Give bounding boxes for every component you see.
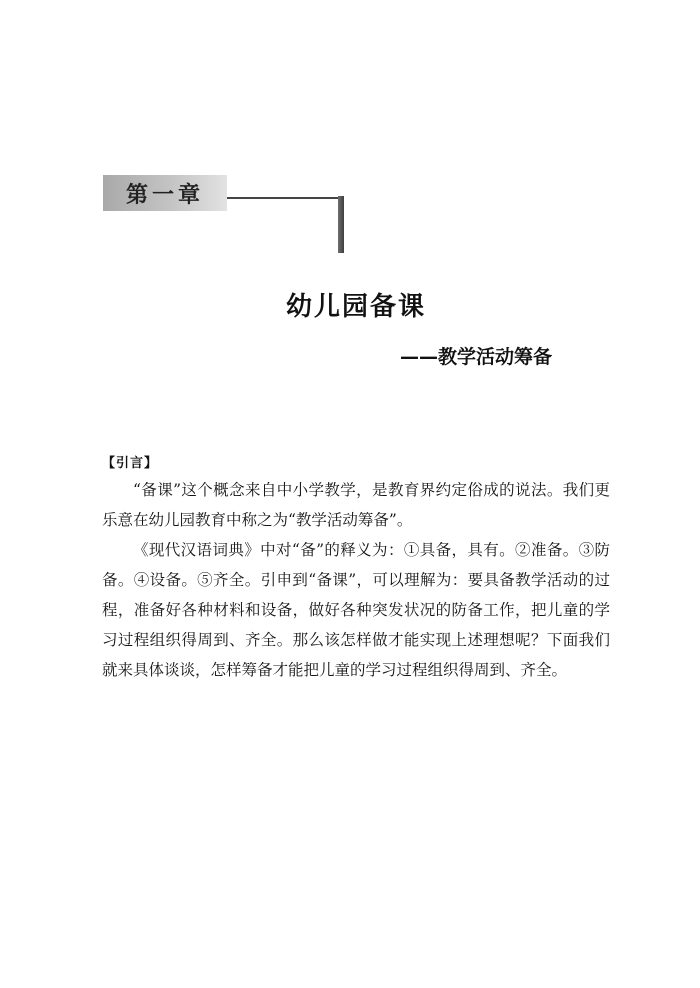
chapter-label: 第一章 xyxy=(103,175,227,211)
chapter-bracket-vertical xyxy=(338,196,344,253)
intro-section-label: 【引言】 xyxy=(102,456,159,471)
intro-body xyxy=(102,475,610,685)
chapter-bracket-horizontal xyxy=(227,197,339,199)
chapter-subtitle: ——教学活动筹备 xyxy=(400,346,553,368)
intro-paragraph-2: 《现代汉语词典》中对“备”的释义为：①具备，具有。②准备。③防备。④设备。⑤齐全。引申到“备课”，可以理解为：要具备教学活动的过程，准备好各种材料和设备，做好各种突发状况的防备工作，把儿童的学习过程组织得周到、齐全。那么该怎样做才能实现上述理想呢？下面我们就来具体谈谈，怎样筹备才能把儿童的学习过程组织得周到、齐全。 xyxy=(102,541,610,679)
intro-paragraph-1: “备课”这个概念来自中小学教学，是教育界约定俗成的说法。我们更乐意在幼儿园教育中称之为“教学活动筹备”。 xyxy=(102,481,610,529)
chapter-title: 幼儿园备课 xyxy=(286,292,427,322)
